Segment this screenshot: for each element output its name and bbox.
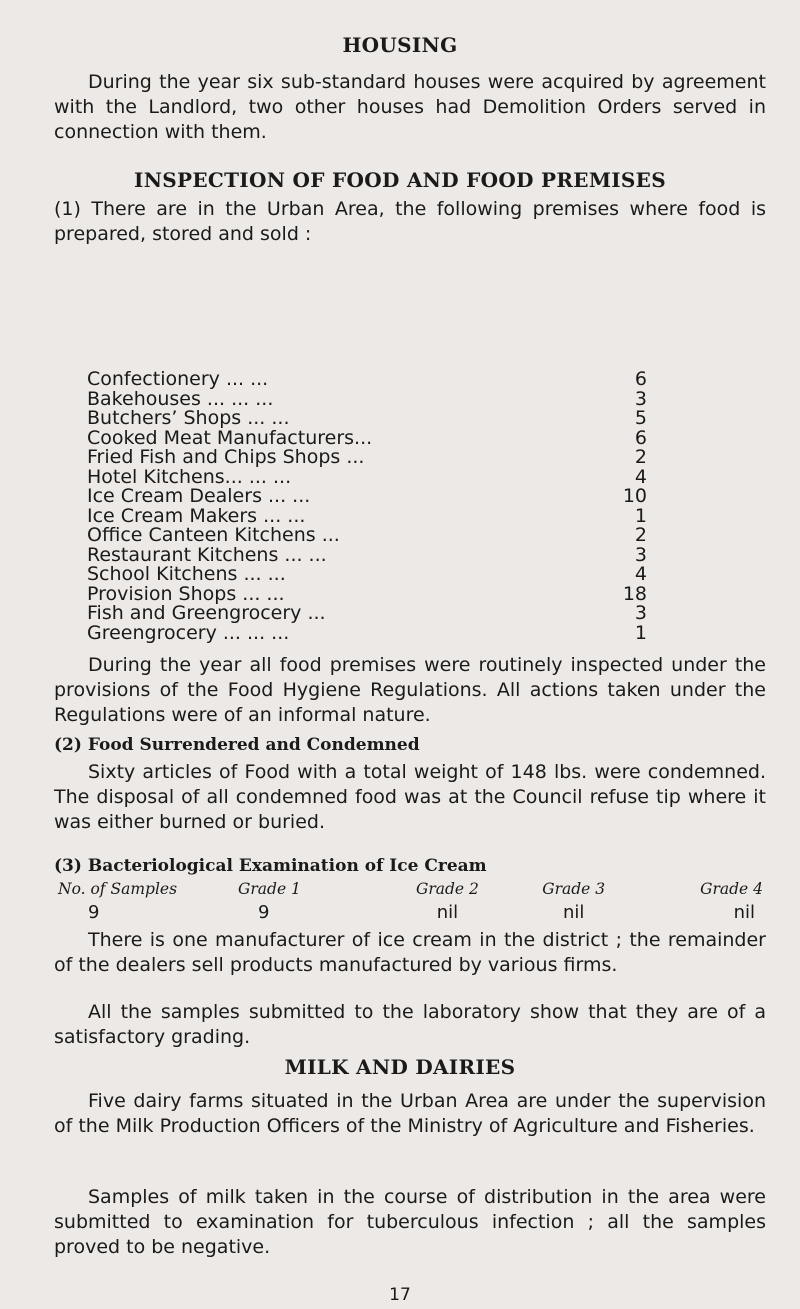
table-row — [58, 900, 763, 924]
list-item — [87, 526, 647, 546]
header-grade-3: Grade 3 — [542, 880, 606, 898]
header-grade-1: Grade 1 — [238, 880, 301, 898]
header-grade-4: Grade 4 — [700, 880, 763, 898]
header-no-of-samples: No. of Samples — [58, 880, 178, 898]
premises-name: Provision Shops ... ... — [87, 582, 285, 605]
premises-count: 3 — [634, 387, 647, 410]
premises-count: 2 — [634, 446, 647, 468]
page-number: 17 — [389, 1285, 411, 1305]
inspection-heading: INSPECTION OF FOOD AND FOOD PREMISES — [134, 168, 666, 192]
premises-count: 4 — [634, 465, 647, 488]
housing-heading: HOUSING — [342, 33, 458, 57]
premises-name: Ice Cream Makers ... ... — [87, 504, 306, 527]
list-item — [87, 621, 647, 644]
milk-paragraph-2: Samples of milk taken in the course of distribution in the area were submitted to examination for tuberculous infection ; all the samples proved to be negative. — [54, 1186, 766, 1258]
housing-paragraph: During the year six sub-standard houses were acquired by agreement with the Landlord, two other houses had Demolition Orders served in connection with them. — [54, 71, 766, 143]
premises-name: Confectionery ... ... — [87, 368, 269, 390]
premises-name: Butchers’ Shops ... ... — [87, 407, 290, 429]
list-item — [87, 565, 647, 585]
premises-count: 6 — [634, 426, 647, 449]
premises-name: Cooked Meat Manufacturers... — [87, 426, 373, 449]
premises-count: 6 — [634, 368, 647, 390]
list-item — [87, 448, 647, 468]
milk-paragraph-1: Five dairy farms situated in the Urban Area are under the supervision of the Milk Production Officers of the Ministry of Agriculture and Fisheries. — [54, 1090, 766, 1137]
premises-name: Fried Fish and Chips Shops ... — [87, 446, 365, 468]
premises-count: 18 — [622, 582, 647, 605]
premises-count: 4 — [634, 563, 647, 585]
header-grade-2: Grade 2 — [415, 880, 479, 898]
value-grade-4: nil — [733, 901, 755, 923]
premises-name: Restaurant Kitchens ... ... — [87, 543, 327, 566]
value-no-of-samples: 9 — [88, 901, 100, 923]
ice-cream-paragraph-1: There is one manufacturer of ice cream in the district ; the remainder of the dealers sell products manufactured by various firms. — [54, 929, 766, 976]
premises-count: 1 — [634, 504, 647, 527]
premises-list — [87, 370, 647, 643]
premises-count: 3 — [634, 602, 647, 624]
food-surrendered-heading: (2) Food Surrendered and Condemned — [54, 735, 420, 755]
ice-cream-paragraph-2: All the samples submitted to the laboratory show that they are of a satisfactory grading. — [54, 1001, 766, 1048]
premises-count: 1 — [634, 621, 647, 644]
list-item — [87, 487, 647, 507]
premises-count: 10 — [622, 485, 647, 507]
value-grade-2: nil — [436, 901, 459, 923]
table-header-row — [58, 878, 763, 900]
ice-cream-grade-table — [58, 878, 763, 924]
premises-count: 3 — [634, 543, 647, 566]
milk-heading: MILK AND DAIRIES — [284, 1055, 516, 1079]
list-item — [87, 370, 647, 390]
premises-count: 2 — [634, 524, 647, 546]
ice-cream-heading: (3) Bacteriological Examination of Ice Cream — [54, 856, 487, 876]
premises-name: Ice Cream Dealers ... ... — [87, 485, 311, 507]
premises-count: 5 — [634, 407, 647, 429]
food-surrendered-paragraph: Sixty articles of Food with a total weight of 148 lbs. were condemned. The disposal of all condemned food was at the Council refuse tip where it was either burned or buried. — [54, 761, 766, 833]
list-item — [87, 604, 647, 624]
premises-name: School Kitchens ... ... — [87, 563, 286, 585]
value-grade-1: 9 — [258, 901, 270, 923]
premises-name: Greengrocery ... ... ... — [87, 621, 290, 644]
premises-name: Fish and Greengrocery ... — [87, 602, 326, 624]
premises-name: Bakehouses ... ... ... — [87, 387, 274, 410]
list-item — [87, 409, 647, 429]
premises-name: Office Canteen Kitchens ... — [87, 524, 340, 546]
premises-name: Hotel Kitchens... ... ... — [87, 465, 292, 488]
inspection-paragraph: During the year all food premises were routinely inspected under the provisions of the Food Hygiene Regulations. All actions taken under the Regulations were of an informal nature. — [54, 654, 766, 726]
value-grade-3: nil — [562, 901, 585, 923]
premises-intro: (1) There are in the Urban Area, the following premises where food is prepared, stored and sold : — [54, 198, 766, 245]
